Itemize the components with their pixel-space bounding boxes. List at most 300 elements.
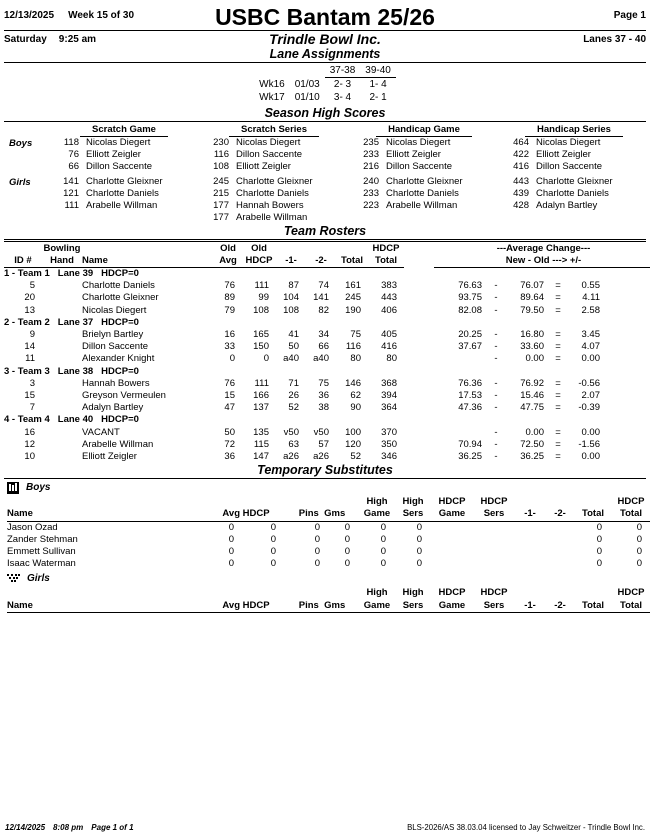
player-new-avg: 17.53 [458,390,482,402]
minus-separator: - [494,341,498,353]
high-score-player: Elliott Zeigler [86,148,141,160]
player-total: 116 [345,341,361,353]
minus-separator: - [494,292,498,304]
player-prev-avg: 36.25 [520,451,544,463]
team-hdcp: HDCP=0 [101,365,139,377]
player-hand [42,329,82,341]
high-score-entry [49,200,199,212]
player-game1: a26 [283,451,299,463]
player-game2: 36 [318,390,329,402]
sub-high-game: 0 [380,558,386,570]
player-name: Greyson Vermeulen [82,390,166,402]
high-score-entry [349,161,499,173]
player-id: 15 [24,390,35,402]
sub-gms: 0 [344,521,350,533]
player-old-avg: 89 [224,292,235,304]
boys-substitute-rows [7,521,650,570]
sub-gms: 0 [344,558,350,570]
player-name: VACANT [82,426,120,438]
high-score-entry [499,176,649,188]
boys-handicap-series-list [499,137,649,172]
hdcp-total-header-top: HDCP [617,496,645,508]
sub-gms: 0 [344,533,350,545]
team-hdcp: HDCP=0 [101,316,139,328]
column-header-scratch-game: Scratch Game [49,123,199,137]
player-total: 62 [350,390,361,402]
sub-hdcp: 0 [270,533,276,545]
player-avg-change: 3.45 [581,329,600,340]
team-label: 3 - Team 3 [4,365,50,377]
player-new-avg [434,353,489,365]
player-total: 161 [345,280,361,292]
team-rosters-divider [4,239,646,242]
lane-pair-header: 39-40 [360,64,396,78]
report-date: 12/13/2025 [4,10,55,21]
substitutes-girls-header [7,573,646,585]
player-old-avg: 76 [224,377,235,389]
minus-separator: - [494,353,498,365]
player-old-hdcp: 135 [253,426,269,438]
high-sers-header-bottom: Sers [395,508,431,521]
roster-player-row [4,341,650,353]
team-lane: Lane 39 [57,267,94,279]
hdcp-game-header-bottom: Game [431,508,473,521]
minus-separator: - [494,329,498,340]
sub-total: 0 [596,521,602,533]
sub-game1 [515,546,545,558]
report-header-row2 [4,32,646,47]
high-score-value: 233 [363,148,379,160]
sub-game2 [545,558,575,570]
high-score-value: 215 [213,188,229,200]
high-score-entry [49,176,199,188]
player-hdcp-total: 364 [381,402,397,414]
player-name: Dillon Saccente [82,341,149,353]
team-header-row [4,366,650,378]
high-score-value: 223 [363,199,379,211]
sub-hdcp-game [431,521,473,534]
player-game1: 63 [288,438,299,450]
high-score-value: 464 [513,137,529,148]
player-total: 146 [345,377,361,389]
sub-hdcp: 0 [270,521,276,533]
player-game2: v50 [313,426,329,438]
player-prev-avg: 76.07 [520,280,544,292]
sub-hdcp-game [431,558,473,570]
lane-assignment-row [254,91,396,104]
player-id: 9 [29,329,35,340]
roster-player-row [4,390,650,402]
player-old-avg: 76 [224,280,235,292]
equals-separator: = [555,341,561,353]
sub-game1 [515,558,545,570]
high-game-header-bottom: Game [359,508,395,521]
high-score-entry [49,188,199,200]
player-total: 245 [345,292,361,304]
player-old-hdcp: 111 [254,377,269,389]
sub-header-row-top [7,496,650,508]
high-sers-header-top: High [402,496,424,508]
player-game1: 52 [288,402,299,414]
roster-player-row [4,402,650,414]
high-score-value: 108 [213,160,229,172]
player-new-avg: 70.94 [458,438,482,450]
high-score-player: Nicolas Diegert [86,137,151,148]
report-header-row1 [4,4,646,30]
sub-game2-header: -2- [545,508,575,521]
high-score-player: Arabelle Willman [86,199,158,211]
high-score-player: Nicolas Diegert [536,137,601,148]
column-header-handicap-series: Handicap Series [499,123,649,137]
equals-separator: = [555,280,561,292]
player-hand [42,292,82,304]
old-hdcp-header-top: Old [251,242,267,254]
week-label: Week 15 of 30 [68,10,135,21]
player-old-avg: 36 [224,451,235,463]
sub-header-row-top [7,587,650,599]
high-score-entry [49,161,199,173]
day-time [4,32,194,46]
sub-game1 [515,521,545,534]
player-total: 100 [345,426,361,438]
high-score-player: Arabelle Willman [386,199,458,211]
lane-assignment-rows [254,78,396,105]
player-id: 3 [29,377,35,389]
player-total: 75 [350,329,361,340]
player-hdcp-total: 350 [381,438,397,450]
equals-separator: = [555,426,561,438]
high-score-value: 116 [213,148,229,160]
sub-header-row-bottom [7,508,650,521]
player-id: 7 [29,402,35,414]
high-score-value: 177 [213,199,229,211]
high-score-entry [499,149,649,161]
week-cell: Wk16 [259,78,285,90]
total-header: Total [336,255,368,268]
roster-header-row-top [4,243,650,255]
team-header [4,317,650,329]
lane-assignments-title: Lane Assignments [269,47,381,61]
high-score-entry [199,176,349,188]
high-score-entry [349,200,499,212]
sub-pins: 0 [314,558,320,570]
sub-total: 0 [596,533,602,545]
high-score-entry [349,188,499,200]
player-old-avg: 72 [224,438,235,450]
player-prev-avg: 0.00 [525,426,544,438]
player-game1: 26 [288,390,299,402]
high-score-value: 233 [363,188,379,200]
sub-high-game: 0 [380,533,386,545]
player-old-hdcp: 165 [253,329,269,340]
roster-player-row [4,329,650,341]
player-old-avg: 15 [224,390,235,402]
average-change-header-bottom: New - Old ---> +/- [434,255,650,268]
bowling-center-name: Trindle Bowl Inc. [269,31,381,47]
player-old-avg: 16 [224,329,235,340]
lane-pair-header-row [254,64,396,78]
sub-hdcp-sers [473,521,515,534]
sub-high-game: 0 [380,546,386,558]
team-rosters-table [4,243,650,464]
sub-game1-header: -1- [515,508,545,521]
player-total: 80 [350,353,361,365]
old-avg-header-bottom: Avg [214,255,242,268]
lane-assignments-table [254,64,396,104]
player-id: 12 [24,438,35,450]
sub-total-header: Total [575,508,611,521]
sub-avg: 0 [228,533,234,545]
high-score-entry [199,161,349,173]
high-score-entry [349,137,499,149]
report-footer [5,823,645,832]
high-score-entry [49,137,199,149]
player-name: Hannah Bowers [82,377,150,389]
player-new-avg: 76.36 [458,377,482,389]
player-hand [42,305,82,317]
player-hand [42,378,82,390]
player-avg-change: 0.00 [581,353,600,365]
player-game2: 34 [318,329,329,340]
sub-game2 [545,546,575,558]
high-score-player: Charlotte Daniels [236,188,309,200]
sub-hdcp: 0 [270,546,276,558]
minus-separator: - [494,451,498,463]
day-label: Saturday [4,34,47,45]
high-score-player: Hannah Bowers [236,199,304,211]
player-id: 16 [24,426,35,438]
high-score-value: 141 [63,176,79,188]
girls-label: Girls [27,573,50,585]
high-score-entry [349,176,499,188]
high-score-player: Charlotte Daniels [536,188,609,200]
hdcp-total-header-top: HDCP [372,242,400,254]
sub-high-sers: 0 [416,521,422,533]
high-score-player: Dillon Saccente [236,148,303,160]
time-label: 9:25 am [58,34,97,45]
player-old-avg: 79 [224,304,235,316]
high-score-player: Charlotte Gleixner [236,176,313,188]
player-game1: a40 [283,353,299,365]
sub-total-header: Total [575,600,611,613]
player-id: 11 [25,353,35,365]
pins-gms-header: Pins Gms [285,600,359,613]
sub-pins: 0 [314,521,320,533]
sub-game2 [545,521,575,534]
high-score-value: 177 [213,211,229,223]
player-old-hdcp: 108 [253,304,269,316]
player-prev-avg: 79.50 [520,304,544,316]
season-high-scores-title: Season High Scores [264,106,386,120]
old-hdcp-header-bottom: HDCP [242,255,276,268]
player-name: Adalyn Bartley [82,402,144,414]
team-header-row [4,414,650,426]
player-avg-change: 0.55 [581,280,600,292]
equals-separator: = [555,402,561,414]
sub-name: Jason Ozad [7,521,58,533]
sub-game1-header: -1- [515,600,545,613]
player-hdcp-total: 346 [381,451,397,463]
player-old-hdcp: 99 [258,292,269,304]
girls-handicap-game-list [349,176,499,211]
high-score-value: 428 [513,199,529,211]
hdcp-total-header-bottom: Total [611,508,650,521]
high-score-player: Dillon Saccente [386,160,453,172]
avg-hdcp-header: Avg HDCP [207,600,285,613]
avg-hdcp-header: Avg HDCP [207,508,285,521]
player-game1: 50 [288,341,299,353]
name-header: Name [82,255,214,268]
player-game2: 66 [318,341,329,353]
minus-separator: - [494,390,498,402]
boys-scratch-series-list [199,137,349,172]
player-total: 90 [350,402,361,414]
high-score-player: Elliott Zeigler [386,148,441,160]
lanes-label: Lanes 37 - 40 [583,34,646,45]
player-game1: v50 [283,426,299,438]
league-title: USBC Bantam 25/26 [215,4,435,30]
player-avg-change: 4.11 [582,292,600,304]
player-hdcp-total: 383 [381,280,397,292]
boys-label: Boys [9,138,33,149]
player-game1: 108 [283,304,299,316]
high-score-value: 111 [64,199,79,211]
sub-hdcp-total: 0 [636,533,642,545]
minus-separator: - [494,402,498,414]
high-score-player: Elliott Zeigler [236,160,291,172]
sub-pins: 0 [314,533,320,545]
player-game1: 41 [288,329,299,340]
player-old-hdcp: 0 [263,353,269,365]
player-total: 190 [345,304,361,316]
average-change-header-top: ---Average Change--- [496,242,591,254]
team-header [4,267,650,280]
boys-label: Boys [26,482,51,494]
minus-separator: - [494,377,498,389]
player-game2: a40 [313,353,329,365]
team-hdcp: HDCP=0 [101,267,139,279]
player-avg-change: 4.07 [581,341,600,353]
high-score-entry [499,200,649,212]
player-id: 10 [24,451,35,463]
team-header [4,414,650,426]
player-hand [42,402,82,414]
sub-game2-header: -2- [545,600,575,613]
player-avg-change: -0.56 [578,377,600,389]
player-hdcp-total: 370 [381,426,397,438]
player-new-avg: 36.25 [458,451,482,463]
player-name: Nicolas Diegert [82,304,147,316]
column-header-handicap-game: Handicap Game [349,123,499,137]
sub-name-header: Name [7,600,207,613]
high-score-entry [499,188,649,200]
high-score-entry [499,161,649,173]
high-score-entry [499,137,649,149]
high-scores-header-row [4,123,649,137]
sub-gms: 0 [344,546,350,558]
sub-avg: 0 [228,546,234,558]
player-hand [42,427,82,439]
sub-hdcp: 0 [270,558,276,570]
team-header-row [4,267,650,280]
player-total: 52 [350,451,361,463]
player-old-hdcp: 150 [253,341,269,353]
equals-separator: = [555,304,561,316]
high-score-entry [199,212,349,224]
player-old-avg: 50 [224,426,235,438]
player-hdcp-total: 80 [386,353,397,365]
roster-player-row [4,292,650,304]
high-score-player: Elliott Zeigler [536,148,591,160]
player-game2: a26 [313,451,329,463]
player-hand [42,439,82,451]
player-game2: 75 [318,377,329,389]
sub-header-row-bottom [7,600,650,613]
player-id: 14 [24,341,35,353]
roster-player-row [4,280,650,292]
player-new-avg [434,427,489,439]
high-score-value: 439 [513,188,529,200]
player-id: 13 [24,304,35,316]
high-score-player: Nicolas Diegert [236,137,301,148]
hdcp-game-header-bottom: Game [431,600,473,613]
minus-separator: - [494,426,498,438]
column-header-scratch-series: Scratch Series [199,123,349,137]
team-lane: Lane 40 [57,414,94,426]
hdcp-game-header-top: HDCP [438,587,466,599]
high-score-player: Charlotte Gleixner [536,176,613,188]
sub-hdcp-sers [473,534,515,546]
boys-high-scores-row [4,137,649,172]
player-name: Charlotte Daniels [82,280,155,292]
player-hdcp-total: 405 [381,329,397,340]
player-prev-avg: 33.60 [520,341,544,353]
equals-separator: = [555,377,561,389]
player-avg-change: 2.07 [581,390,600,402]
high-game-header-top: High [366,496,388,508]
team-label: 1 - Team 1 [4,267,50,279]
player-hdcp-total: 406 [381,304,397,316]
player-new-avg: 93.75 [458,292,482,304]
sub-hdcp-total: 0 [636,558,642,570]
substitutes-divider [4,478,646,479]
player-name: Alexander Knight [82,353,155,365]
pair-cell: 2- 1 [369,92,387,103]
player-game1: 87 [288,280,299,292]
sub-name: Zander Stehman [7,533,78,545]
player-avg-change: 2.58 [581,304,600,316]
player-id: 5 [29,280,35,292]
substitute-row [7,534,650,546]
minus-separator: - [494,438,498,450]
team-label: 2 - Team 2 [4,316,50,328]
sub-high-game: 0 [380,521,386,533]
girls-scratch-series-list [199,176,349,223]
substitute-row [7,558,650,570]
high-score-value: 422 [513,148,529,160]
roster-header-row-bottom [4,255,650,268]
high-score-player: Dillon Saccente [536,160,603,172]
footer-license: BLS-2026/AS 38.03.04 licensed to Jay Schweitzer - Trindle Bowl Inc. [407,823,645,832]
hdcp-game-header-top: HDCP [438,496,466,508]
girls-substitutes-table [7,587,650,612]
sub-high-sers: 0 [416,533,422,545]
player-game2: 74 [318,280,329,292]
date-cell: 01/03 [294,78,320,90]
equals-separator: = [555,390,561,402]
sub-hdcp-sers [473,558,515,570]
high-score-value: 240 [363,176,379,188]
